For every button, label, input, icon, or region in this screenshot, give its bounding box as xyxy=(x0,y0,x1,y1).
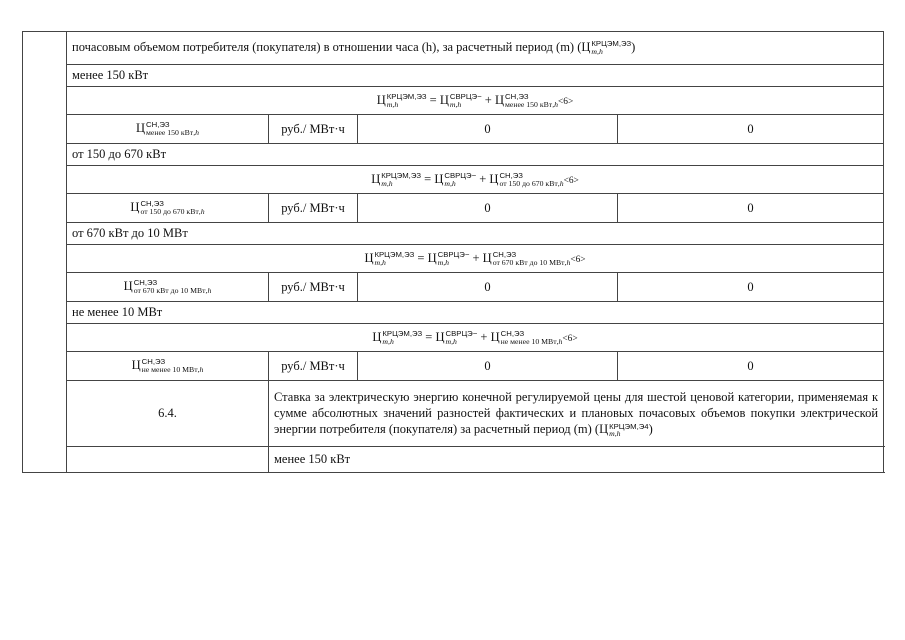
unit-cell: руб./ МВт·ч xyxy=(269,115,358,144)
parameter-symbol: Ц СН,ЭЗ не менее 10 МВт,h xyxy=(67,352,269,381)
parameter-symbol: Ц СН,ЭЗ менее 150 кВт,h xyxy=(67,115,269,144)
tariff-table xyxy=(22,31,884,473)
group-heading-row xyxy=(23,144,884,166)
formula: Ц КРЦЭМ,ЭЗ m,h = Ц СВРЦЭ− m,h + Ц СН,ЭЗ менее 150 кВт,h <6> xyxy=(67,87,884,115)
formula-row xyxy=(23,166,884,194)
group-heading: менее 150 кВт xyxy=(67,65,884,87)
unit-cell: руб./ МВт·ч xyxy=(269,273,358,302)
value-cell: 0 xyxy=(618,115,884,144)
item-row xyxy=(23,381,884,447)
formula-row xyxy=(23,87,884,115)
parameter-symbol: Ц СН,ЭЗ от 150 до 670 кВт,h xyxy=(67,194,269,223)
formula-row xyxy=(23,245,884,273)
parameter-row xyxy=(23,352,884,381)
group-heading-row xyxy=(23,65,884,87)
value-cell: 0 xyxy=(618,352,884,381)
item-number: 6.4. xyxy=(67,381,269,447)
group-heading-row xyxy=(23,302,884,324)
item-description: Ставка за электрическую энергию конечной регулируемой цены для шестой ценовой категории, применяемая к сумме абсолютных значений разностей фактических и плановых почасовых объемов покупки электрической энергии потребителя (покупателя) за расчетный период (m) (Ц КРЦЭМ,Э4 m,h ) xyxy=(269,381,884,447)
formula: Ц КРЦЭМ,ЭЗ m,h = Ц СВРЦЭ− m,h + Ц СН,ЭЗ не менее 10 МВт,h <6> xyxy=(67,324,884,352)
formula: Ц КРЦЭМ,ЭЗ m,h = Ц СВРЦЭ− m,h + Ц СН,ЭЗ от 670 кВт до 10 МВт,h <6> xyxy=(67,245,884,273)
value-cell: 0 xyxy=(358,115,618,144)
value-cell: 0 xyxy=(358,273,618,302)
group-heading: от 670 кВт до 10 МВт xyxy=(67,223,884,245)
group-heading: менее 150 кВт xyxy=(269,447,884,473)
group-heading-row xyxy=(23,447,884,473)
formula-row xyxy=(23,324,884,352)
value-cell: 0 xyxy=(358,352,618,381)
value-cell: 0 xyxy=(618,194,884,223)
value-cell: 0 xyxy=(358,194,618,223)
price-symbol: Ц КРЦЭМ,ЭЗ m,h xyxy=(581,39,632,57)
group-heading: не менее 10 МВт xyxy=(67,302,884,324)
parameter-row xyxy=(23,115,884,144)
price-symbol: Ц КРЦЭМ,Э4 m,h xyxy=(599,421,649,439)
item-number-cell xyxy=(23,32,67,473)
section-description: почасовым объемом потребителя (покупателя) в отношении часа (h), за расчетный период (m) (Ц КРЦЭМ,ЭЗ m,h ) xyxy=(67,32,884,65)
value-cell: 0 xyxy=(618,273,884,302)
group-heading: от 150 до 670 кВт xyxy=(67,144,884,166)
footnote-ref: <6> xyxy=(558,96,574,107)
parameter-row xyxy=(23,273,884,302)
footnote-ref: <6> xyxy=(562,333,578,344)
unit-cell: руб./ МВт·ч xyxy=(269,352,358,381)
section-description-row xyxy=(23,32,884,65)
footnote-ref: <6> xyxy=(570,254,586,265)
parameter-symbol: Ц СН,ЭЗ от 670 кВт до 10 МВт,h xyxy=(67,273,269,302)
footnote-ref: <6> xyxy=(563,175,579,186)
group-heading-row xyxy=(23,223,884,245)
parameter-row xyxy=(23,194,884,223)
unit-cell: руб./ МВт·ч xyxy=(269,194,358,223)
formula: Ц КРЦЭМ,ЭЗ m,h = Ц СВРЦЭ− m,h + Ц СН,ЭЗ от 150 до 670 кВт,h <6> xyxy=(67,166,884,194)
